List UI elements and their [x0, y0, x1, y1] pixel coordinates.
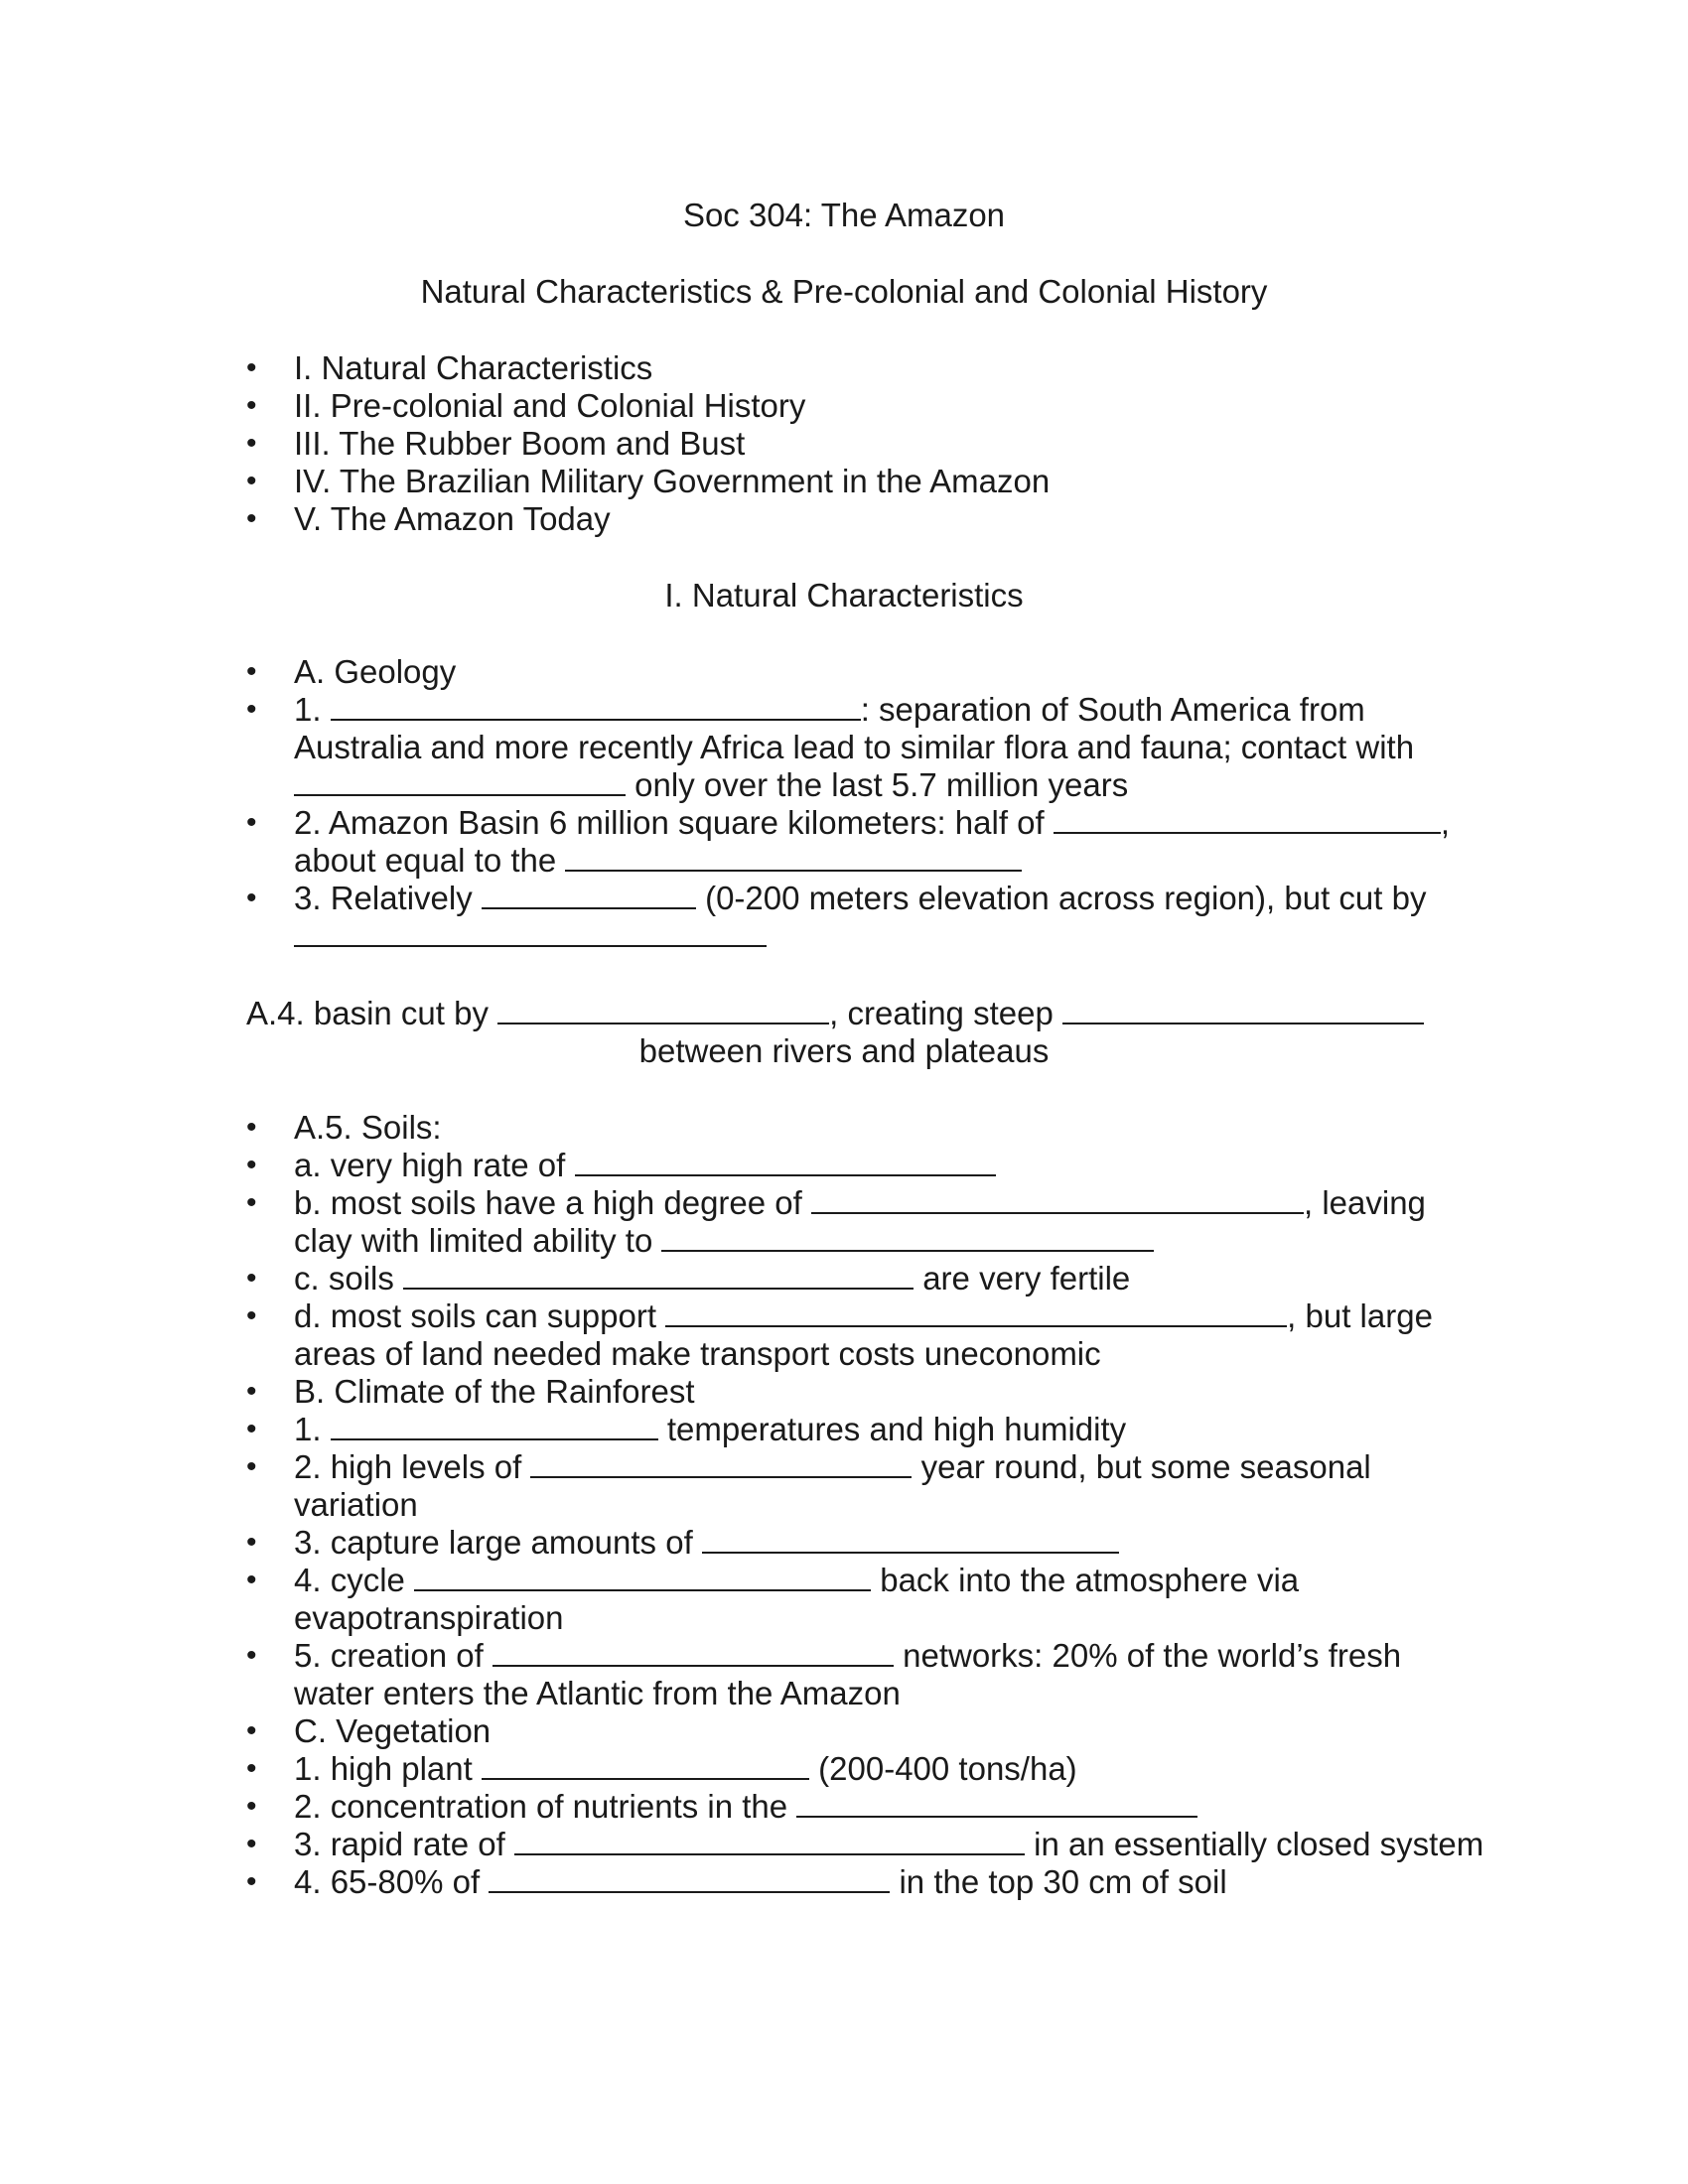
list-item-climate-3: • 3. capture large amounts of	[246, 1524, 1487, 1562]
outline-item: • I. Natural Characteristics	[246, 349, 1487, 387]
fill-blank[interactable]	[489, 1863, 890, 1893]
list-item-climate-4: • 4. cycle back into the atmosphere via evapotranspiration	[246, 1562, 1487, 1637]
fill-blank[interactable]	[565, 842, 1022, 872]
document-title: Soc 304: The Amazon	[682, 197, 1006, 233]
list-item-climate-5: • 5. creation of networks: 20% of the world’s fresh water enters the Atlantic from the Amazon	[246, 1637, 1487, 1712]
fill-blank[interactable]	[403, 1260, 914, 1290]
geology-list	[246, 653, 1487, 955]
fill-blank[interactable]	[665, 1297, 1287, 1327]
list-item-soils-d: • d. most soils can support , but large areas of land needed make transport costs uneconomic	[246, 1297, 1487, 1373]
fill-blank[interactable]	[294, 766, 626, 796]
fill-blank[interactable]	[796, 1788, 1197, 1818]
list-item-vegetation-4: • 4. 65-80% of in the top 30 cm of soil	[246, 1863, 1487, 1901]
fill-blank[interactable]	[482, 880, 696, 909]
fill-blank[interactable]	[331, 1411, 658, 1440]
list-item-soils-a: • a. very high rate of	[246, 1147, 1487, 1184]
list-item-vegetation-3: • 3. rapid rate of in an essentially closed system	[246, 1826, 1487, 1863]
list-item-climate-2: • 2. high levels of year round, but some seasonal variation	[246, 1448, 1487, 1524]
document-subtitle: Natural Characteristics & Pre-colonial and Colonial History	[420, 273, 1268, 310]
fill-blank[interactable]	[294, 917, 767, 947]
list-item-geology-heading: • A. Geology	[246, 653, 1487, 691]
list-item-vegetation-2: • 2. concentration of nutrients in the	[246, 1788, 1487, 1826]
fill-blank[interactable]	[530, 1448, 912, 1478]
list-item-geology-1: • 1. : separation of South America from Australia and more recently Africa lead to similar flora and fauna; contact with only over the last 5.7 million years	[246, 691, 1487, 804]
details-list	[246, 1109, 1487, 1901]
list-item-vegetation-heading: • C. Vegetation	[246, 1712, 1487, 1750]
outline-item: • IV. The Brazilian Military Government in the Amazon	[246, 463, 1487, 500]
fill-blank[interactable]	[1062, 995, 1424, 1024]
fill-blank[interactable]	[331, 691, 861, 721]
outline-item: • III. The Rubber Boom and Bust	[246, 425, 1487, 463]
fill-blank[interactable]	[497, 995, 829, 1024]
outline-item: • II. Pre-colonial and Colonial History	[246, 387, 1487, 425]
list-item-climate-heading: • B. Climate of the Rainforest	[246, 1373, 1487, 1411]
section-heading: I. Natural Characteristics	[664, 577, 1024, 614]
fill-blank[interactable]	[661, 1222, 1154, 1252]
fill-blank[interactable]	[1054, 804, 1441, 834]
item-a4-line1: A.4. basin cut by , creating steep	[246, 995, 1424, 1032]
fill-blank[interactable]	[482, 1750, 809, 1780]
fill-blank[interactable]	[575, 1147, 996, 1176]
list-item-geology-3: • 3. Relatively (0-200 meters elevation across region), but cut by	[246, 880, 1487, 955]
list-item-soils-c: • c. soils are very fertile	[246, 1260, 1487, 1297]
list-item-soils-b: • b. most soils have a high degree of , leaving clay with limited ability to	[246, 1184, 1487, 1260]
fill-blank[interactable]	[514, 1826, 1025, 1855]
outline-list	[246, 349, 1487, 538]
list-item-vegetation-1: • 1. high plant (200-400 tons/ha)	[246, 1750, 1487, 1788]
fill-blank[interactable]	[702, 1524, 1119, 1554]
fill-blank[interactable]	[414, 1562, 871, 1591]
fill-blank[interactable]	[492, 1637, 894, 1667]
list-item-climate-1: • 1. temperatures and high humidity	[246, 1411, 1487, 1448]
outline-item: • V. The Amazon Today	[246, 500, 1487, 538]
item-a4-line2: between rivers and plateaus	[638, 1032, 1050, 1069]
list-item-geology-2: • 2. Amazon Basin 6 million square kilometers: half of , about equal to the	[246, 804, 1487, 880]
fill-blank[interactable]	[811, 1184, 1304, 1214]
list-item-soils-heading: • A.5. Soils:	[246, 1109, 1487, 1147]
